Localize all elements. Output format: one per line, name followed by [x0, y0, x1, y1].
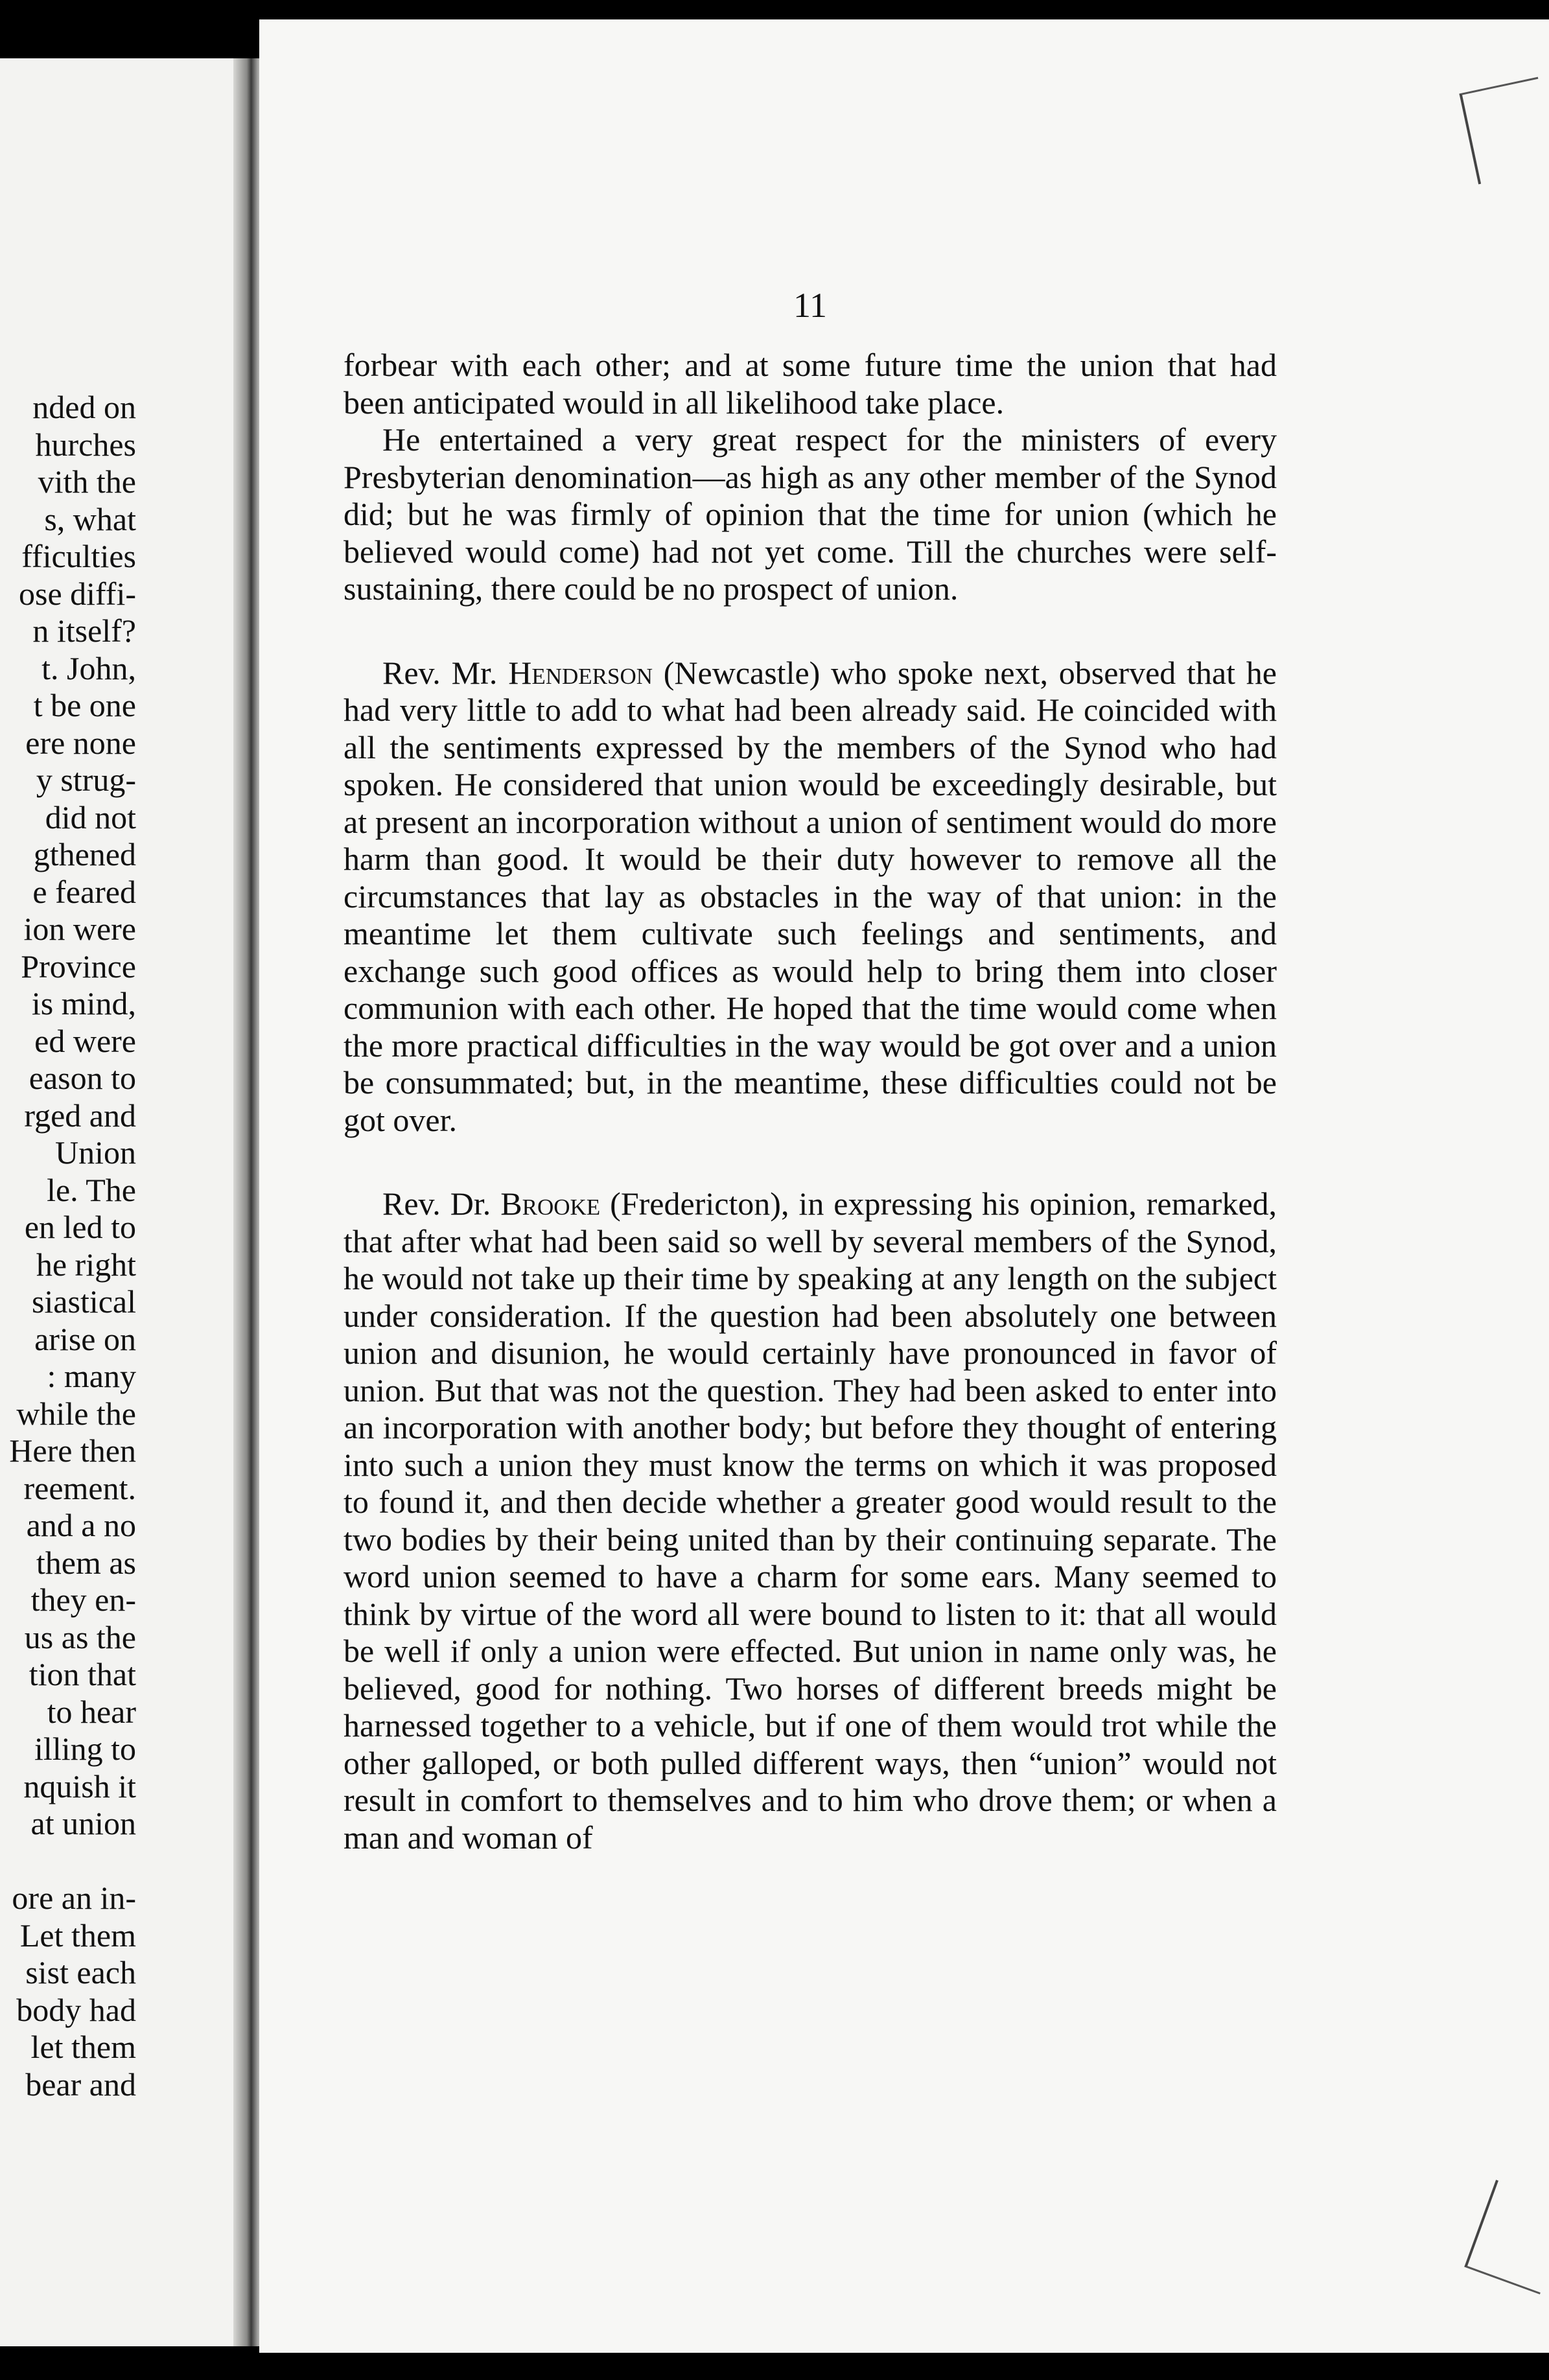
left-page-fragment-line — [0, 1843, 136, 1880]
left-page-fragment-line: gthened — [33, 836, 136, 872]
left-page-fragment-line: nquish it — [23, 1768, 136, 1804]
left-page-fragment-line: Let them — [19, 1917, 136, 1954]
left-page-fragment-line: ed were — [34, 1022, 136, 1059]
left-page-fragment-line: Province — [21, 948, 136, 985]
left-page-fragment-line: he right — [36, 1246, 136, 1283]
left-page-fragment-line: t be one — [33, 687, 136, 723]
left-page-fragment-line: hurches — [35, 426, 136, 463]
left-page-fragment-line: reement. — [23, 1469, 136, 1506]
left-page-fragment-line: body had — [16, 1991, 136, 2028]
left-page-fragment-line: Union — [55, 1134, 136, 1171]
left-page-fragment-line: and a no — [26, 1507, 136, 1543]
left-page-fragment-line: : many — [47, 1358, 136, 1394]
left-page-fragment-line: tion that — [29, 1656, 136, 1692]
left-page-fragment-line: arise on — [34, 1320, 136, 1357]
left-page-fragment-line: while the — [16, 1395, 136, 1432]
speaker-title: Rev. Dr. — [382, 1185, 501, 1222]
left-page-fragment-line: n itself? — [32, 612, 136, 649]
paragraph-gap — [344, 608, 1277, 655]
left-page-fragment-line: ion were — [23, 911, 136, 947]
left-page-fragment-line: rged and — [24, 1097, 136, 1134]
left-page-fragment-line: e feared — [32, 873, 136, 910]
left-page-fragment-line: nded on — [32, 389, 136, 425]
paragraph-gap — [344, 1139, 1277, 1185]
left-page-fragment-line: they en- — [30, 1581, 136, 1618]
left-page-fragment-line: en led to — [24, 1209, 136, 1245]
paragraph — [344, 655, 1277, 1139]
left-page-fragment-line: us as the — [24, 1618, 136, 1655]
left-page-fragment-line: at union — [30, 1805, 136, 1841]
left-page-fragment-line: let them — [30, 2029, 136, 2065]
left-page-fragment-line: to hear — [47, 1693, 136, 1730]
left-page-fragment-line: Here then — [9, 1432, 136, 1469]
body-text — [344, 347, 1277, 1856]
paragraph — [344, 421, 1277, 608]
left-page-fragment-line: ose diffi- — [19, 575, 136, 612]
left-page — [0, 58, 240, 2346]
left-page-fragment-line: fficulties — [21, 538, 136, 574]
left-page-fragment-line: them as — [36, 1544, 136, 1581]
left-page-fragment-line: eason to — [29, 1060, 136, 1096]
left-page-fragment-line: ore an in- — [12, 1880, 136, 1916]
paragraph-text: (Newcastle) who spoke next, observed that he had very little to add to what had been already said. He coincided with all the sentiments expressed by the members of the Synod who had spoken. He considered that union would be exceedingly desirable, but at present an incorporation without a union of sentiment would do more harm than good. It would be their duty however to remove all the circumstances that lay as obstacles in the way of that union: in the meantime let them cultivate such feelings and sentiments, and exchange such good offices as would help to bring them into closer communion with each other. He hoped that the time would come when the more practical difficulties in the way would be got over and a union be consummated; but, in the meantime, these difficulties could not be got over. — [344, 654, 1277, 1138]
paragraph-text: (Fredericton), in expressing his opinion, remarked, that after what had been said so well by several members of the Synod, he would not take up their time by speaking at any length on the subject under consideration. If the question had been absolutely one between union and disunion, he would certainly have pronounced in favor of union. But that was not the question. They had been asked to enter into an incorporation with another body; but before they thought of entering into such a union they must know the terms on which it was proposed to found it, and then decide whether a greater good would result to the two bodies by their being united than by their continuing separate. The word union seemed to have a charm for some ears. Many seemed to think by virtue of the word all were bound to listen to it: that all would be well if only a union were effected. But union in name only was, he believed, good for nothing. Two horses of different breeds might be harnessed together to a vehicle, but if one of them would trot while the other galloped, or both pulled different ways, then “union” would not result in comfort to themselves and to him who drove them; or when a man and woman of — [344, 1185, 1277, 1856]
paragraph — [344, 347, 1277, 421]
left-page-fragment-line: s, what — [44, 500, 136, 537]
left-page-fragment-line: le. The — [47, 1171, 136, 1208]
left-page-fragment-line: did not — [45, 799, 136, 835]
speaker-title: Rev. Mr. — [382, 654, 509, 691]
left-page-fragment-line: siastical — [31, 1283, 136, 1320]
left-page-fragment-line: ere none — [25, 724, 136, 761]
left-page-fragment-line: illing to — [34, 1731, 136, 1767]
speaker-name: Henderson — [508, 654, 653, 691]
speaker-name: Brooke — [500, 1185, 601, 1222]
left-page-fragment-line: is mind, — [31, 985, 136, 1021]
paragraph-text: He entertained a very great respect for the ministers of every Presbyterian denomination—as high as any other member of the Synod did; but he was firmly of opinion that the time for union (which he believed would come) had not yet come. Till the churches were self-sustaining, there could be no prospect of union. — [344, 421, 1277, 607]
left-page-fragment-line: sist each — [25, 1954, 136, 1990]
page-number: 11 — [793, 286, 827, 325]
paragraph — [344, 1185, 1277, 1856]
left-page-fragment-line: y strug- — [36, 762, 136, 798]
left-page-fragment-line: bear and — [25, 2066, 136, 2103]
paragraph-text: forbear with each other; and at some future time the union that had been anticipated would in all likelihood take place. — [344, 347, 1277, 421]
left-page-fragment-line: vith the — [38, 463, 136, 500]
left-page-fragment-line: t. John, — [41, 649, 136, 686]
left-page-text-fragments — [0, 389, 136, 2103]
